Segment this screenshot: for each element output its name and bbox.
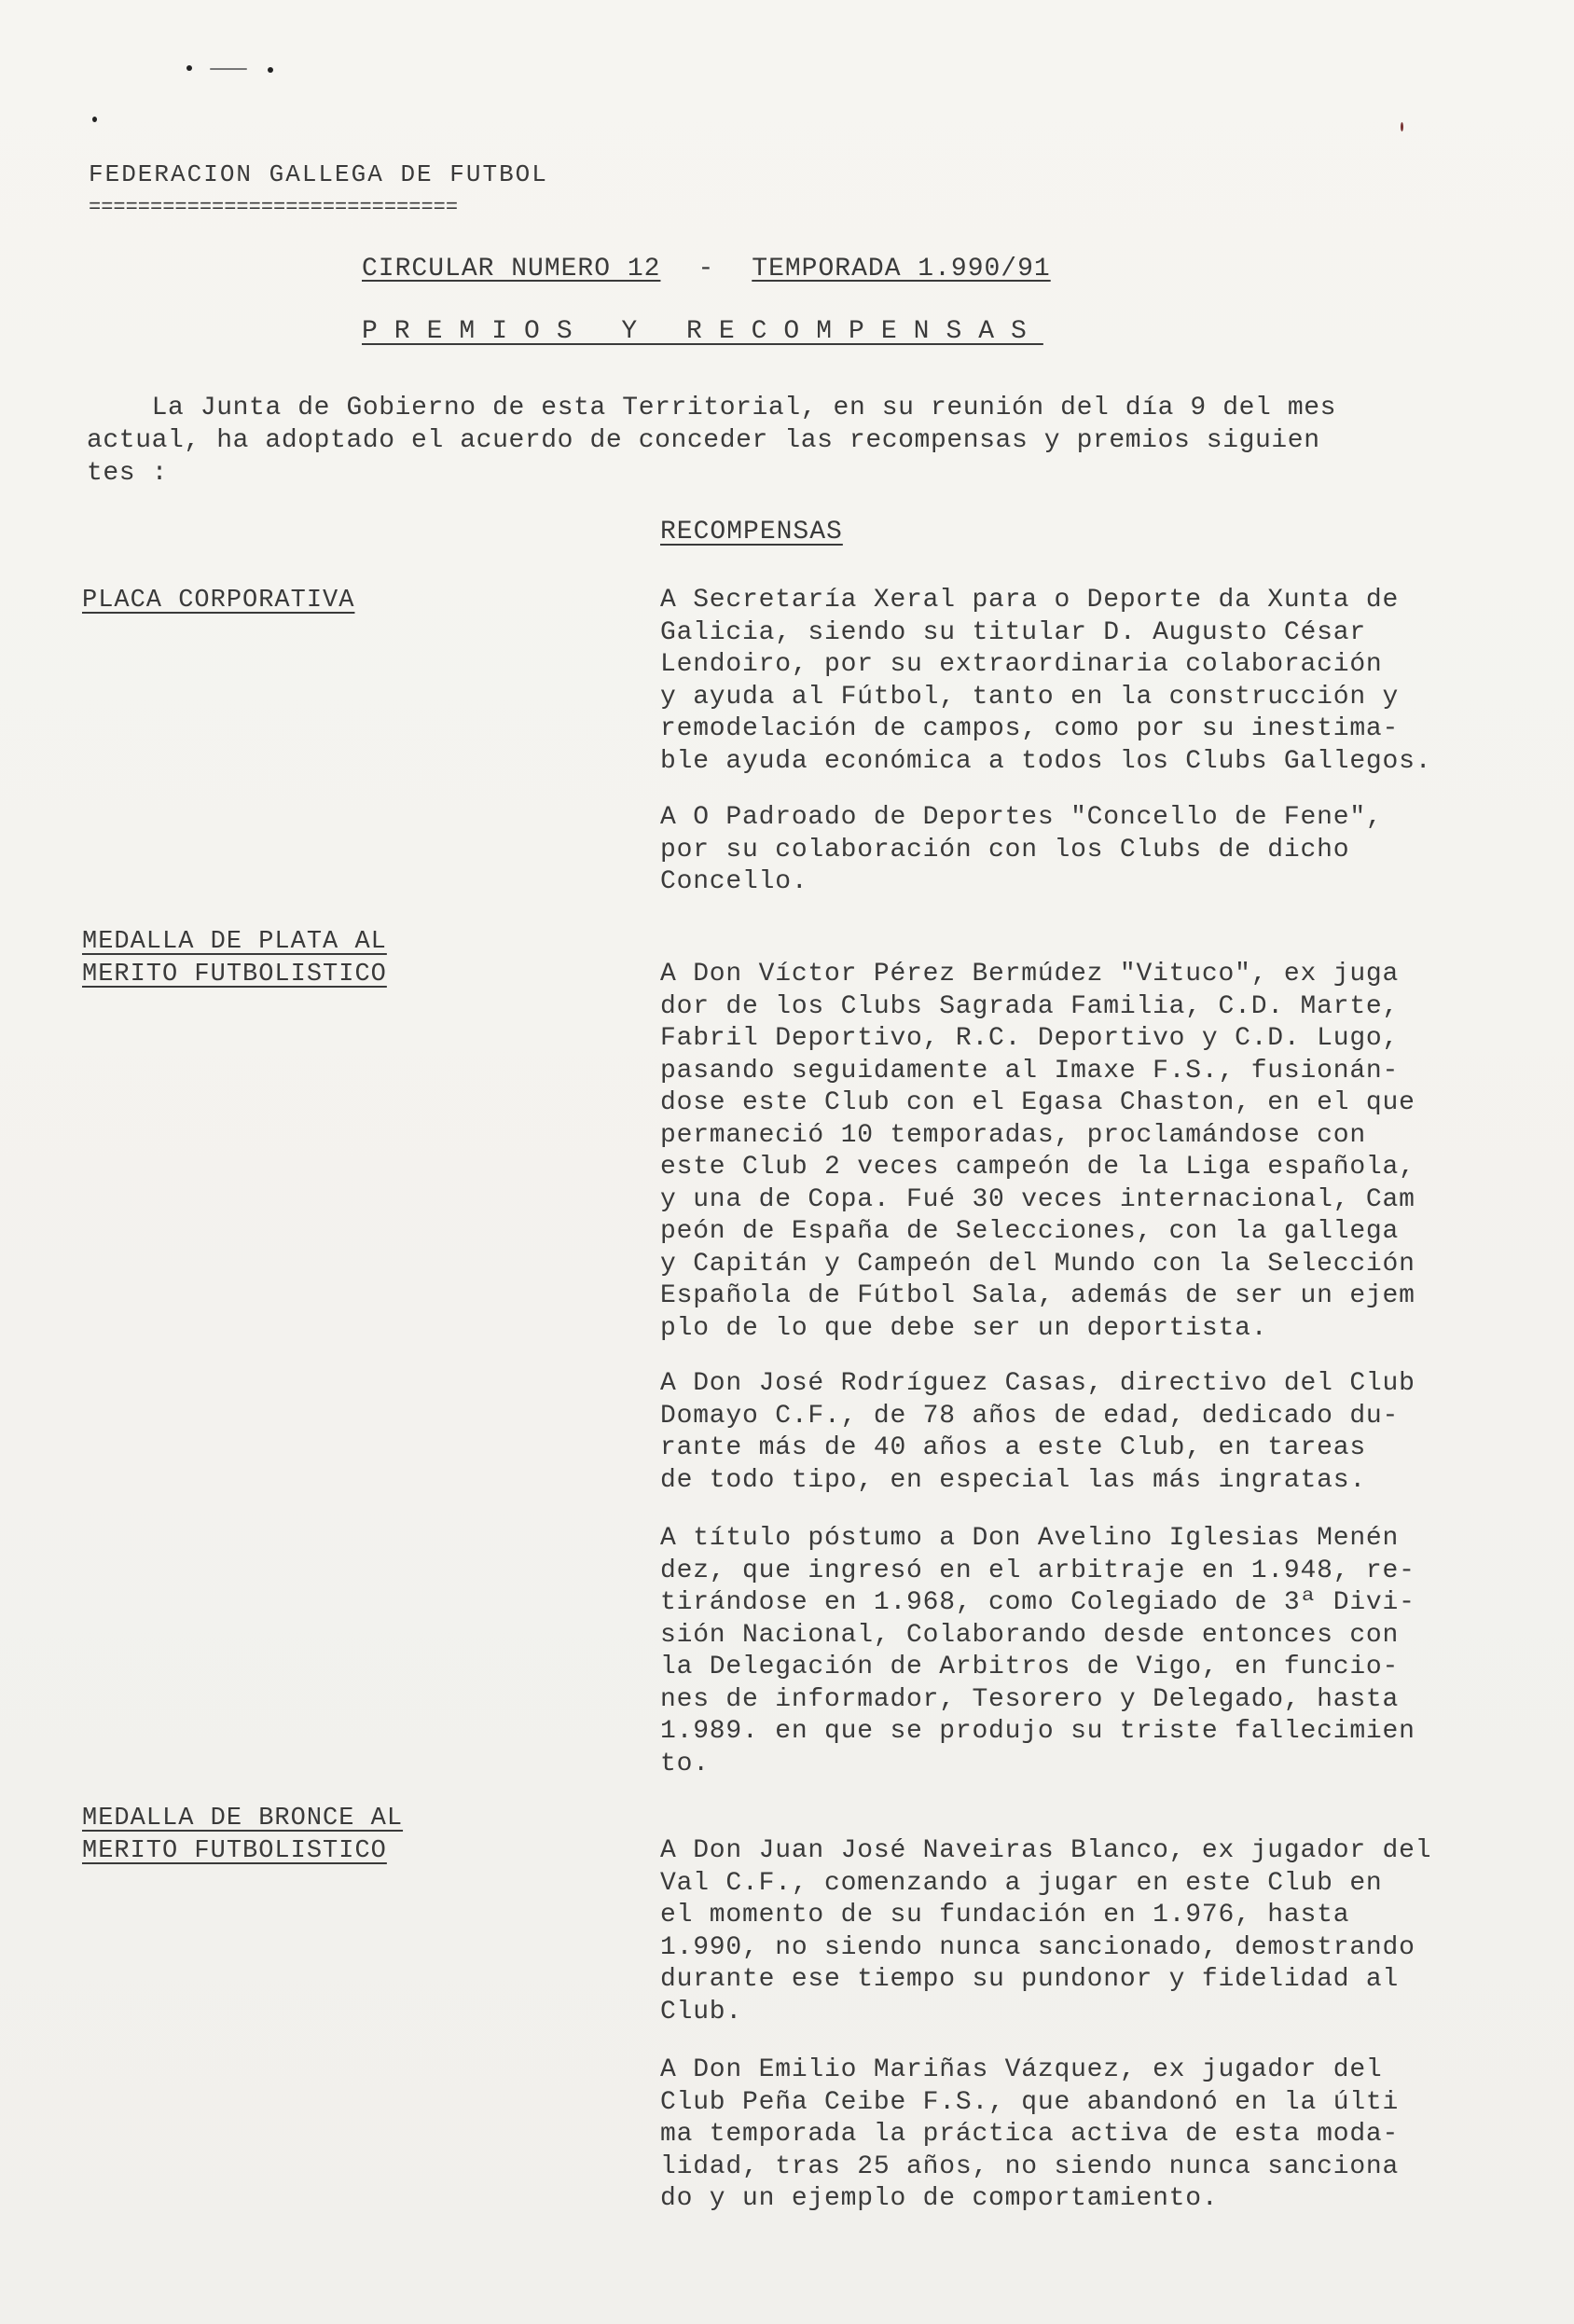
circular-number: CIRCULAR NUMERO 12: [362, 255, 661, 284]
award-paragraph: A Don Juan José Naveiras Blanco, ex jugador del Val C.F., comenzando a jugar en este Club en el momento de su fundación en 1.976, hasta 1.990, no siendo nunca sancionado, demostrando durante ese tiempo su pundonor y fidelidad al Club.: [660, 1836, 1432, 2027]
ink-speck: [1401, 122, 1403, 131]
organization-title: FEDERACION GALLEGA DE FUTBOL: [89, 160, 548, 188]
award-paragraph: A Don Emilio Mariñas Vázquez, ex jugador del Club Peña Ceibe F.S., que abandonó en la últi ma temporada la práctica activa de esta moda- lidad, tras 25 años, no siendo nunca sanciona do y un ejemplo de comportamiento.: [660, 2055, 1400, 2213]
section-label-medalla-plata: MEDALLA DE PLATA AL MERITO FUTBOLISTICO: [82, 928, 387, 989]
season: TEMPORADA 1.990/91: [752, 255, 1051, 284]
header-rule: ==============================: [89, 196, 459, 219]
award-paragraph: A O Padroado de Deportes "Concello de Fene", por su colaboración con los Clubs de dicho Concello.: [660, 803, 1383, 896]
award-paragraph: A Secretaría Xeral para o Deporte da Xunta de Galicia, siendo su titular D. Augusto César Lendoiro, por su extraordinaria colaboración y ayuda al Fútbol, tanto en la construcción y remodelación de campos, como por su inestima- ble ayuda económica a todos los Clubs Gallegos.: [660, 586, 1432, 776]
ink-speck: [268, 67, 273, 73]
ink-speck: [92, 117, 97, 122]
ink-speck: [210, 68, 247, 70]
circular-separator: -: [697, 255, 715, 284]
recompensas-heading: RECOMPENSAS: [660, 518, 843, 546]
circular-line: [362, 255, 1051, 284]
award-paragraph: A Don Víctor Pérez Bermúdez "Vituco", ex juga dor de los Clubs Sagrada Familia, C.D. Marte, Fabril Deportivo, R.C. Deportivo y C.D. Lugo, pasando seguidamente al Imaxe F.S., fusionán- dose este Club con el Egasa Chaston, en el que permaneció 10 temporadas, proclamándose con este Club 2 veces campeón de la Liga española, y una de Copa. Fué 30 veces internacional, Cam peón de España de Selecciones, con la gallega y Capitán y Campeón del Mundo con la Selección Española de Fútbol Sala, además de ser un ejem plo de lo que debe ser un deportista.: [660, 960, 1415, 1343]
document-subject: PREMIOS Y RECOMPENSAS: [362, 317, 1043, 346]
section-label-placa: PLACA CORPORATIVA: [82, 587, 355, 615]
intro-paragraph: La Junta de Gobierno de esta Territorial, en su reunión del día 9 del mes actual, ha adoptado el acuerdo de conceder las recompensas y premios siguien tes :: [87, 394, 1337, 488]
award-paragraph: A Don José Rodríguez Casas, directivo del Club Domayo C.F., de 78 años de edad, dedicado du- rante más de 40 años a este Club, en tareas de todo tipo, en especial las más ingratas.: [660, 1369, 1415, 1495]
section-label-medalla-bronce: MEDALLA DE BRONCE AL MERITO FUTBOLISTICO: [82, 1805, 404, 1865]
ink-speck: [186, 65, 192, 71]
award-paragraph: A título póstumo a Don Avelino Iglesias Menén dez, que ingresó en el arbitraje en 1.948, re- tirándose en 1.968, como Colegiado de 3ª Divi- sión Nacional, Colaborando desde entonces con la Delegación de Arbitros de Vigo, en funcio- nes de informador, Tesorero y Delegado, hasta 1.989. en que se produjo su triste fallecimien to.: [660, 1524, 1415, 1778]
